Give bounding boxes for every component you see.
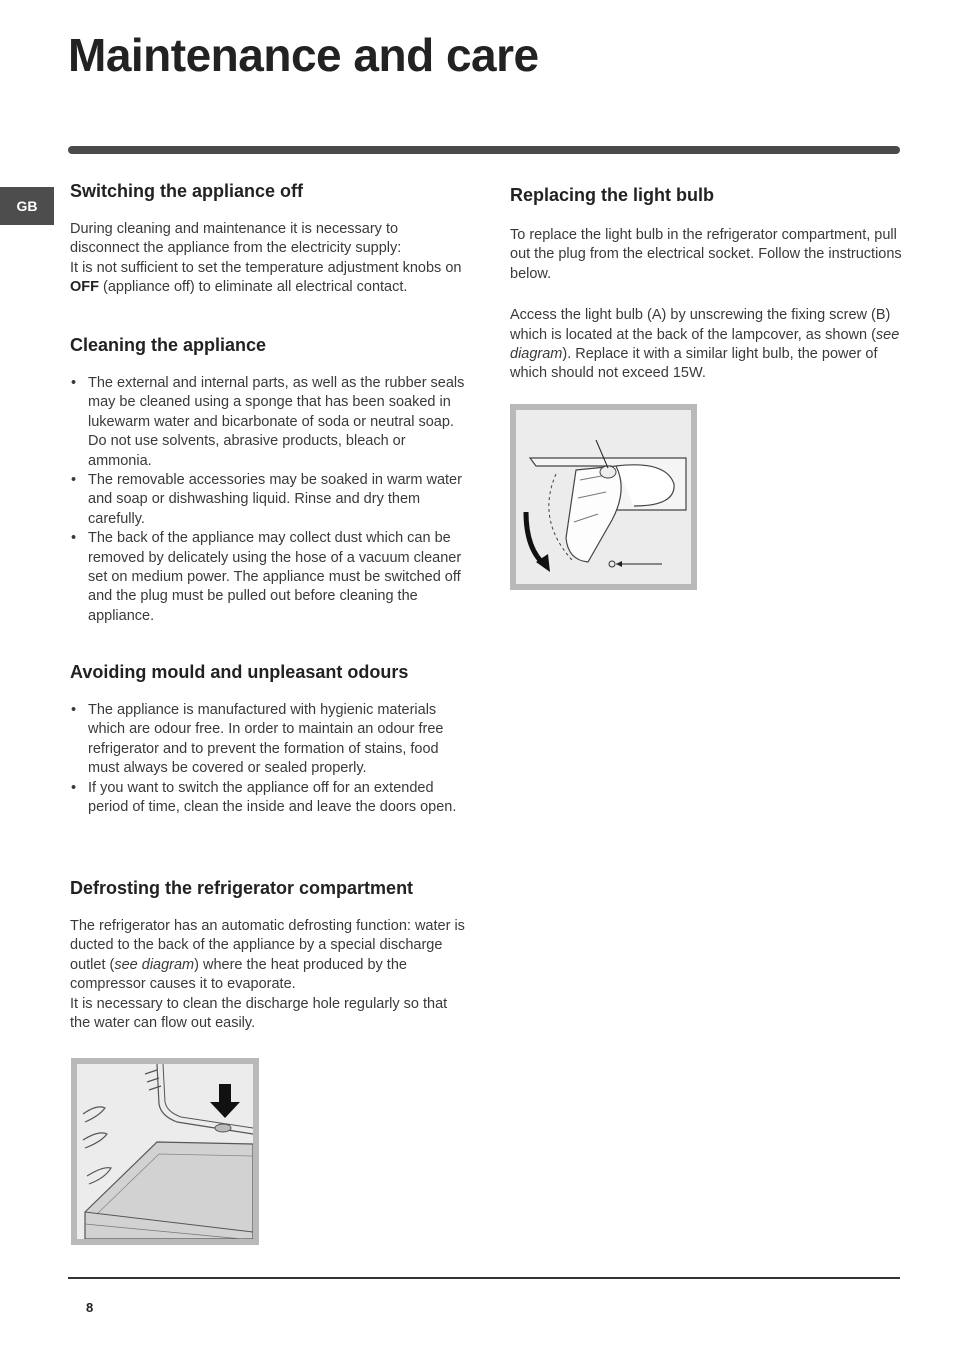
page-number: 8: [86, 1300, 94, 1315]
lampcover-illustration: [516, 410, 691, 584]
section-heading: Avoiding mould and unpleasant odours: [70, 662, 409, 682]
italic-text: see diagram: [510, 326, 900, 363]
light-bulb-diagram: [510, 404, 697, 590]
section-light-bulb: [510, 184, 902, 384]
text-run: ) where the heat produced by the compressor causes it to evaporate.: [70, 956, 407, 993]
section-heading: Replacing the light bulb: [510, 185, 714, 205]
paragraph: [510, 306, 902, 384]
list-item: • The removable accessories may be soaked in warm water and soap or dishwashing liquid. Rinse and dry them carefully.: [70, 471, 466, 529]
paragraph: [70, 917, 466, 995]
section-defrosting: [70, 877, 466, 1033]
paragraph: During cleaning and maintenance it is necessary to disconnect the appliance from the electricity supply:: [70, 221, 402, 257]
bullet-list: [70, 374, 466, 626]
paragraph: [70, 259, 466, 298]
paragraph: It is necessary to clean the discharge hole regularly so that the water can flow out easily.: [70, 995, 448, 1032]
section-mould: [70, 661, 466, 817]
italic-text: see diagram: [114, 956, 195, 973]
text-run: (appliance off) to eliminate all electrical contact.: [99, 279, 408, 296]
defrost-illustration: [77, 1064, 253, 1239]
title-divider: [68, 146, 900, 154]
paragraph: To replace the light bulb in the refrigerator compartment, pull out the plug from the electrical socket. Follow the instructions below.: [510, 227, 902, 282]
list-item: • The external and internal parts, as well as the rubber seals may be cleaned using a sponge that has been soaked in lukewarm water and bicarbonate of soda or neutral soap. Do not use solvents, abrasive products, bleach or ammonia.: [70, 374, 466, 471]
section-switching-off: [70, 180, 466, 298]
section-heading: Cleaning the appliance: [70, 335, 267, 355]
text-run: ). Replace it with a similar light bulb, the power of which should not exceed 15W.: [510, 346, 878, 382]
defrost-diagram: [71, 1058, 259, 1245]
list-item: • The appliance is manufactured with hygienic materials which are odour free. In order to maintain an odour free refrigerator and to prevent the formation of stains, food must always be covered or sealed properly.: [70, 701, 466, 779]
list-item: • The back of the appliance may collect dust which can be removed by delicately using the hose of a vacuum cleaner set on medium power. The appliance must be switched off and the plug must be pulled out before cleaning the appliance.: [70, 529, 466, 626]
list-item: • If you want to switch the appliance off for an extended period of time, clean the inside and leave the doors open.: [70, 779, 466, 818]
section-cleaning: [70, 334, 466, 626]
bold-text: OFF: [70, 279, 99, 296]
text-run: The refrigerator has an automatic defrosting function: water is ducted to the back of the appliance by a special discharge outlet (: [70, 918, 465, 973]
section-heading: Defrosting the refrigerator compartment: [70, 878, 414, 898]
language-tab: GB: [0, 187, 54, 225]
footer-divider: [68, 1277, 900, 1279]
bullet-list: [70, 701, 466, 817]
page-title: Maintenance and care: [68, 29, 539, 81]
section-heading: Switching the appliance off: [70, 181, 304, 201]
text-run: It is not sufficient to set the temperature adjustment knobs on: [70, 259, 462, 276]
text-run: Access the light bulb (A) by unscrewing the fixing screw (B) which is located at the back of the lampcover, as shown (: [510, 307, 891, 343]
